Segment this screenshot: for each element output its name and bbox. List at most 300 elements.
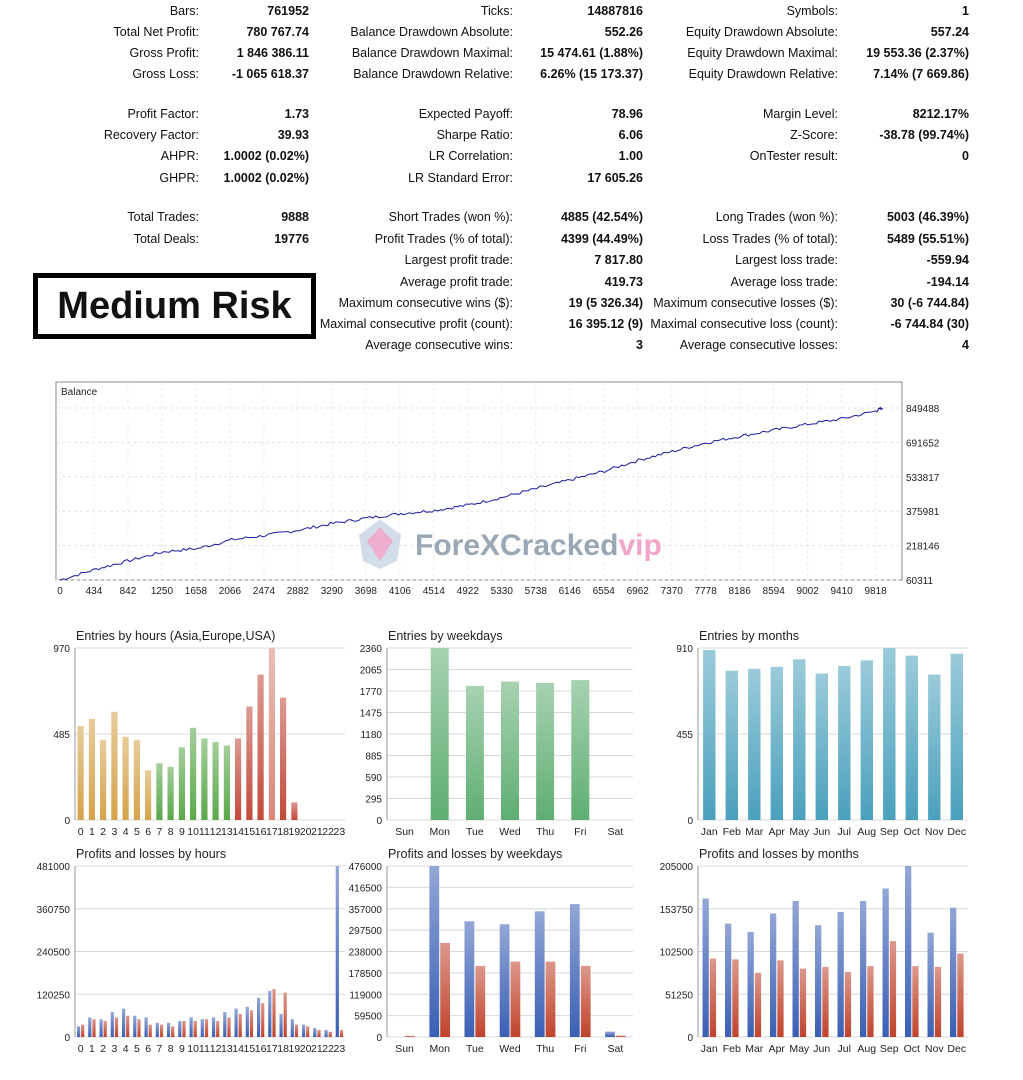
pl_hours-x-tick: 11: [198, 1043, 210, 1055]
pl_months-x-tick: Jun: [813, 1043, 831, 1055]
balance-y-tick: 691652: [906, 438, 940, 450]
pl_hours-bar: [280, 1014, 283, 1037]
stat-label-text: Profit Factor:: [127, 107, 199, 121]
entries_hours-bar: [246, 707, 252, 821]
pl_hours-bar: [167, 1023, 170, 1037]
balance-chart: [0, 372, 1023, 612]
pl_weekdays-bar: [605, 1032, 615, 1037]
entries_hours-bar: [280, 698, 286, 820]
entries_hours-x-tick: 14: [232, 826, 244, 838]
stat-label-text: Bars:: [169, 4, 199, 18]
pl_months-bar: [905, 866, 911, 1037]
entries_months-bar: [816, 674, 828, 821]
entries_weekdays-y-tick: 2360: [359, 644, 382, 655]
pl_months-bar: [838, 912, 844, 1037]
entries_weekdays-bar: [466, 686, 484, 820]
stat-label-text: Total Deals:: [133, 232, 199, 246]
pl_months-bar: [950, 908, 956, 1037]
stat-value-text: 16 395.12 (9): [568, 317, 643, 331]
pl_weekdays-x-tick: Tue: [465, 1043, 484, 1055]
pl_hours-bar: [295, 1025, 298, 1037]
pl_weekdays-bar: [405, 1036, 415, 1037]
pl_hours-bar: [216, 1021, 219, 1037]
pl_hours-x-tick: 9: [178, 1043, 185, 1055]
entries_hours-bar: [123, 737, 129, 820]
entries_hours-title: Entries by hours (Asia,Europe,USA): [76, 629, 276, 643]
entries_weekdays-x-tick: Tue: [465, 826, 484, 838]
stat-label-text: Expected Payoff:: [418, 107, 513, 121]
entries_months-x-tick: Jan: [700, 826, 718, 838]
stat-label-text: Total Net Profit:: [113, 25, 199, 39]
pl_weekdays-bar: [616, 1036, 626, 1037]
balance-x-tick: 1250: [150, 586, 174, 597]
entries_months-bar: [703, 650, 715, 820]
pl_weekdays-bar: [500, 924, 510, 1037]
stat-value-text: 30 (-6 744.84): [890, 296, 969, 310]
pl_months-y-tick: 0: [687, 1033, 693, 1044]
entries_hours-x-tick: 13: [221, 826, 233, 838]
stat-label-text: Maximum consecutive losses ($):: [653, 296, 838, 310]
pl_hours-x-tick: 12: [209, 1043, 222, 1055]
entries_hours-bar: [201, 738, 207, 820]
balance-y-tick: 218146: [906, 541, 940, 553]
entries_hours-x-tick: 19: [288, 826, 301, 838]
stat-label-text: GHPR:: [159, 171, 199, 185]
pl_hours-x-tick: 0: [77, 1043, 84, 1055]
balance-x-tick: 4514: [422, 586, 445, 597]
entries_hours-bar: [269, 648, 275, 820]
entries_months-bar: [861, 660, 873, 820]
stat-label-text: Balance Drawdown Maximal:: [351, 46, 513, 60]
stat-label-text: Maximal consecutive profit (count):: [319, 317, 513, 331]
pl_weekdays-y-tick: 238000: [348, 947, 382, 959]
pl_hours-x-tick: 5: [133, 1043, 140, 1055]
stat-value-text: 0: [962, 149, 969, 163]
stat-value-text: 5489 (55.51%): [886, 232, 969, 246]
stat-label-text: Margin Level:: [762, 107, 838, 121]
pl_months-bar: [793, 901, 799, 1037]
entries_hours-x-tick: 21: [311, 826, 323, 838]
entries_weekdays-bar: [571, 680, 589, 820]
entries_hours-bar: [291, 802, 297, 820]
stat-label-text: Ticks:: [480, 4, 513, 18]
pl_months-bar: [957, 954, 963, 1037]
pl_hours-bar: [137, 1019, 140, 1037]
pl_weekdays-bar: [546, 962, 556, 1037]
pl_hours-bar: [111, 1012, 114, 1037]
stat-value-text: 761952: [267, 4, 309, 18]
stat-value-text: 17 605.26: [587, 171, 643, 185]
entries_hours-x-tick: 7: [156, 826, 163, 838]
entries_months-x-tick: Dec: [947, 826, 967, 838]
entries_weekdays-title: Entries by weekdays: [388, 629, 503, 643]
stat-value-text: 19 (5 326.34): [568, 296, 643, 310]
pl_hours-bar: [160, 1025, 163, 1037]
entries_months-bar: [771, 667, 783, 820]
balance-y-tick: 849488: [906, 404, 940, 415]
balance-x-tick: 5738: [524, 586, 547, 597]
balance-y-tick: 60311: [906, 576, 934, 587]
stat-value-text: 6.06: [618, 128, 643, 142]
pl_months-x-tick: Dec: [947, 1043, 967, 1055]
stat-value-text: -559.94: [926, 253, 969, 267]
balance-x-tick: 842: [119, 586, 137, 597]
entries_weekdays-x-tick: Wed: [499, 826, 521, 838]
pl_hours-bar: [317, 1030, 320, 1037]
pl_weekdays-y-tick: 476000: [348, 862, 382, 873]
stat-label-text: Long Trades (won %):: [715, 210, 838, 224]
entries_months-y-tick: 910: [676, 644, 693, 655]
pl_hours-y-tick: 360750: [36, 904, 70, 916]
pl_hours-bar: [205, 1019, 208, 1037]
pl_hours-bar: [325, 1030, 328, 1037]
pl_hours-x-tick: 18: [277, 1043, 289, 1055]
entries_weekdays-y-tick: 1180: [360, 730, 382, 741]
stat-label-text: Gross Loss:: [132, 67, 199, 81]
pl_hours-bar: [81, 1025, 84, 1037]
pl_hours-x-tick: 1: [88, 1043, 95, 1055]
pl_hours-bar: [223, 1012, 226, 1037]
entries_hours-bar: [168, 767, 174, 820]
pl_hours-bar: [268, 991, 271, 1037]
stat-label-text: Gross Profit:: [129, 46, 199, 60]
pl_hours-bar: [261, 1003, 264, 1037]
balance-x-tick: 2474: [252, 586, 276, 597]
stat-value-text: 1.00: [618, 149, 643, 163]
entries_hours-x-tick: 5: [133, 826, 140, 838]
pl_hours-bar: [88, 1017, 91, 1037]
stat-value-text: 78.96: [611, 107, 643, 121]
pl_hours-bar: [201, 1019, 204, 1037]
entries_weekdays-y-tick: 1475: [359, 708, 382, 720]
pl_months-bar: [815, 925, 821, 1037]
entries_weekdays-bar: [501, 682, 519, 821]
pl_months-bar: [822, 967, 828, 1037]
entries_weekdays-x-tick: Sat: [607, 826, 624, 838]
stat-value-text: 780 767.74: [246, 25, 309, 39]
entries_months-x-tick: May: [789, 826, 810, 838]
pl_hours-x-tick: 4: [122, 1043, 129, 1055]
pl_hours-bar: [284, 993, 287, 1037]
entries_months-x-tick: Feb: [722, 826, 741, 838]
entries_months-x-tick: Oct: [903, 826, 920, 838]
pl_hours-bar: [257, 998, 260, 1037]
stat-value-text: 1: [962, 4, 969, 18]
entries_hours-bar: [258, 675, 264, 820]
stat-value-text: 419.73: [604, 275, 643, 289]
stat-label-text: Largest loss trade:: [735, 253, 838, 267]
stat-value-text: 6.26% (15 173.37): [540, 67, 643, 81]
entries_weekdays-y-tick: 295: [365, 794, 382, 806]
entries_hours-x-tick: 4: [122, 826, 129, 838]
stat-label-text: Equity Drawdown Maximal:: [687, 46, 838, 60]
entries_weekdays-bar: [431, 648, 449, 820]
entries_hours-x-tick: 6: [145, 826, 152, 838]
pl_hours-bar: [115, 1017, 118, 1037]
pl_hours-bar: [340, 1030, 343, 1037]
stat-label-text: Maximum consecutive wins ($):: [338, 296, 513, 310]
pl_months-y-tick: 51250: [665, 990, 693, 1002]
pl_hours-y-tick: 120250: [36, 990, 70, 1002]
entries_months-bar: [793, 659, 805, 820]
pl_hours-title: Profits and losses by hours: [76, 847, 227, 861]
entries_months-y-tick: 0: [687, 816, 693, 827]
pl_hours-x-tick: 23: [333, 1043, 346, 1055]
balance-x-tick: 434: [85, 586, 103, 597]
pl_months-bar: [845, 972, 851, 1037]
pl_hours-bar: [145, 1017, 148, 1037]
balance-title: Balance: [61, 387, 98, 398]
pl_hours-bar: [149, 1025, 152, 1037]
pl_weekdays-y-tick: 178500: [348, 968, 382, 980]
entries_months-x-tick: Jun: [813, 826, 831, 838]
stat-value-text: 1.0002 (0.02%): [223, 149, 309, 163]
stat-label-text: Symbols:: [786, 4, 838, 18]
pl_hours-bar: [77, 1026, 80, 1037]
entries_months-title: Entries by months: [699, 629, 800, 643]
stat-value-text: 552.26: [604, 25, 643, 39]
pl_hours-bar: [329, 1032, 332, 1037]
pl_hours-x-tick: 6: [145, 1043, 152, 1055]
stat-value-text: 1 846 386.11: [236, 46, 309, 60]
pl_hours-y-tick: 0: [64, 1033, 70, 1044]
entries_hours-bar: [134, 740, 140, 820]
pl_months-bar: [777, 960, 783, 1037]
balance-x-tick: 0: [57, 586, 63, 597]
entries_months-bar: [951, 654, 963, 820]
entries_hours-x-tick: 0: [77, 826, 84, 838]
entries_hours-x-tick: 22: [322, 826, 334, 838]
pl_months-bar: [770, 914, 776, 1038]
pl_months-bar: [883, 889, 889, 1038]
pl_months-bar: [800, 969, 806, 1037]
entries_hours-x-tick: 20: [299, 826, 312, 838]
entries_months-x-tick: Nov: [924, 826, 944, 838]
entries_hours-bar: [100, 740, 106, 820]
stat-value-text: 9888: [281, 210, 309, 224]
balance-x-tick: 8594: [762, 586, 785, 597]
pl_hours-bar: [336, 866, 339, 1037]
pl_hours-bar: [126, 1016, 129, 1037]
balance-x-tick: 3698: [354, 586, 377, 597]
entries_months-x-tick: Aug: [857, 826, 877, 838]
pl_hours-x-tick: 21: [311, 1043, 323, 1055]
entries_months-y-tick: 455: [676, 730, 693, 741]
stat-value-text: 7.14% (7 669.86): [873, 67, 969, 81]
pl_months-x-tick: Jul: [837, 1043, 851, 1055]
pl_hours-bar: [194, 1021, 197, 1037]
pl_weekdays-bar: [440, 943, 450, 1037]
stat-value-text: 5003 (46.39%): [886, 210, 969, 224]
pl_hours-x-tick: 22: [322, 1043, 334, 1055]
entries_hours-x-tick: 3: [111, 826, 118, 838]
entries_hours-y-tick: 0: [64, 816, 70, 827]
pl_hours-bar: [92, 1019, 95, 1037]
entries_hours-x-tick: 9: [178, 826, 185, 838]
pl_hours-bar: [227, 1017, 230, 1037]
entries_weekdays-x-tick: Thu: [536, 826, 555, 838]
stat-label-text: AHPR:: [160, 149, 199, 163]
stat-value-text: 557.24: [930, 25, 969, 39]
entries_weekdays-y-tick: 1770: [359, 687, 382, 698]
stat-label-text: Recovery Factor:: [103, 128, 199, 142]
pl_hours-x-tick: 15: [243, 1043, 256, 1055]
balance-x-tick: 8186: [728, 586, 751, 597]
pl_hours-bar: [104, 1021, 107, 1037]
entries_hours-x-tick: 15: [243, 826, 256, 838]
pl_months-x-tick: Apr: [768, 1043, 785, 1055]
entries_months-x-tick: Sep: [879, 826, 899, 838]
entries_weekdays-x-tick: Sun: [395, 826, 414, 838]
pl_months-bar: [867, 966, 873, 1037]
pl_weekdays-bar: [535, 911, 545, 1037]
pl_hours-x-tick: 14: [232, 1043, 244, 1055]
entries_weekdays-y-tick: 885: [365, 751, 382, 763]
pl_months-bar: [890, 941, 896, 1037]
stat-label-text: Largest profit trade:: [404, 253, 513, 267]
stat-label-text: Short Trades (won %):: [388, 210, 513, 224]
stat-label-text: Balance Drawdown Absolute:: [350, 25, 513, 39]
pl_hours-x-tick: 2: [100, 1043, 107, 1055]
pl_hours-bar: [212, 1017, 215, 1037]
stat-value-text: -38.78 (99.74%): [879, 128, 969, 142]
pl_months-y-tick: 153750: [659, 904, 693, 916]
pl_weekdays-bar: [465, 921, 475, 1037]
pl_weekdays-title: Profits and losses by weekdays: [388, 847, 563, 861]
stat-value-text: 1.73: [284, 107, 309, 121]
pl_hours-bar: [250, 1010, 253, 1037]
stat-label-text: Loss Trades (% of total):: [702, 232, 838, 246]
pl_hours-bar: [291, 1019, 294, 1037]
pl_hours-x-tick: 17: [266, 1043, 278, 1055]
pl_hours-x-tick: 16: [254, 1043, 267, 1055]
balance-x-tick: 5330: [490, 586, 513, 597]
pl_weekdays-x-tick: Thu: [536, 1043, 555, 1055]
entries_hours-bar: [224, 746, 230, 821]
entries_months-x-tick: Jul: [837, 826, 851, 838]
pl_hours-y-tick: 481000: [36, 862, 70, 873]
pl_weekdays-bar: [581, 966, 591, 1037]
pl_weekdays-x-tick: Wed: [499, 1043, 521, 1055]
pl_months-y-tick: 102500: [659, 947, 693, 959]
pl_hours-bar: [122, 1009, 125, 1037]
stat-value-text: 7 817.80: [594, 253, 643, 267]
pl_hours-bar: [182, 1021, 185, 1037]
pl_hours-bar: [239, 1014, 242, 1037]
pl_hours-bar: [190, 1017, 193, 1037]
stat-value-text: 3: [636, 338, 643, 352]
balance-x-tick: 1658: [184, 586, 208, 597]
entries_hours-x-tick: 18: [277, 826, 289, 838]
stat-value-text: 39.93: [277, 128, 309, 142]
pl_months-bar: [935, 967, 941, 1037]
pl_hours-bar: [235, 1009, 238, 1037]
pl_months-bar: [732, 959, 738, 1037]
stat-label-text: Maximal consecutive loss (count):: [650, 317, 838, 331]
pl_months-x-tick: May: [789, 1043, 810, 1055]
balance-x-tick: 9818: [864, 586, 887, 597]
pl_hours-x-tick: 13: [221, 1043, 233, 1055]
stat-value-text: -194.14: [926, 275, 969, 289]
pl_weekdays-bar: [570, 904, 580, 1037]
entries_hours-x-tick: 11: [198, 826, 210, 838]
entries_months-bar: [748, 669, 760, 820]
entries_months-bar: [838, 666, 850, 820]
stat-value-text: 14887816: [587, 4, 643, 18]
entries_hours-x-tick: 8: [167, 826, 174, 838]
stat-value-text: 4885 (42.54%): [560, 210, 643, 224]
pl_hours-bar: [302, 1025, 305, 1037]
pl_hours-bar: [156, 1023, 159, 1037]
pl_weekdays-y-tick: 297500: [348, 926, 382, 938]
entries_hours-bar: [179, 747, 185, 820]
stat-label-text: LR Standard Error:: [408, 171, 513, 185]
pl_months-bar: [928, 933, 934, 1037]
entries_months-bar: [726, 671, 738, 820]
pl_hours-bar: [100, 1019, 103, 1037]
entries_hours-x-tick: 1: [88, 826, 95, 838]
entries_hours-bar: [190, 728, 196, 820]
entries_hours-x-tick: 17: [266, 826, 278, 838]
entries_hours-x-tick: 23: [333, 826, 346, 838]
pl_weekdays-y-tick: 59500: [354, 1011, 382, 1023]
balance-x-tick: 4922: [456, 586, 479, 597]
pl_months-x-tick: Mar: [745, 1043, 764, 1055]
pl_hours-x-tick: 19: [288, 1043, 301, 1055]
entries_months-x-tick: Apr: [768, 826, 785, 838]
pl_months-x-tick: Jan: [700, 1043, 718, 1055]
stat-label-text: Profit Trades (% of total):: [374, 232, 513, 246]
pl_hours-bar: [133, 1016, 136, 1037]
entries_hours-x-tick: 2: [100, 826, 107, 838]
entries_hours-bar: [145, 770, 151, 820]
stat-value-text: 4399 (44.49%): [560, 232, 643, 246]
entries_weekdays-y-tick: 590: [365, 773, 382, 784]
balance-x-tick: 6962: [626, 586, 649, 597]
balance-x-tick: 9002: [796, 586, 819, 597]
balance-x-tick: 7778: [694, 586, 717, 597]
pl_hours-x-tick: 20: [299, 1043, 312, 1055]
balance-y-tick: 375981: [906, 507, 940, 519]
pl_months-bar: [755, 973, 761, 1037]
pl_weekdays-x-tick: Sat: [607, 1043, 624, 1055]
balance-x-tick: 7370: [660, 586, 683, 597]
balance-x-tick: 3290: [320, 586, 343, 597]
pl_hours-x-tick: 7: [156, 1043, 163, 1055]
stat-value-text: 1.0002 (0.02%): [223, 171, 309, 185]
pl_months-x-tick: Sep: [879, 1043, 899, 1055]
entries_months-bar: [906, 656, 918, 820]
entries_months-bar: [883, 648, 895, 820]
balance-x-tick: 9410: [830, 586, 853, 597]
pl_months-bar: [703, 899, 709, 1038]
watermark-logo-icon: [359, 519, 401, 569]
pl_hours-bar: [306, 1026, 309, 1037]
stat-value-text: 19776: [274, 232, 309, 246]
pl_weekdays-x-tick: Mon: [429, 1043, 450, 1055]
stat-label-text: Sharpe Ratio:: [436, 128, 513, 142]
risk-level-label: Medium Risk: [57, 284, 292, 327]
balance-x-tick: 4106: [388, 586, 411, 597]
stat-value-text: -1 065 618.37: [231, 67, 309, 81]
stat-label-text: Balance Drawdown Relative:: [353, 67, 513, 81]
pl_hours-bar: [178, 1021, 181, 1037]
pl_months-x-tick: Feb: [722, 1043, 741, 1055]
entries_hours-bar: [78, 726, 84, 820]
pl_hours-bar: [171, 1026, 174, 1037]
stat-label-text: Z-Score:: [790, 128, 838, 142]
stat-label-text: Equity Drawdown Absolute:: [685, 25, 838, 39]
